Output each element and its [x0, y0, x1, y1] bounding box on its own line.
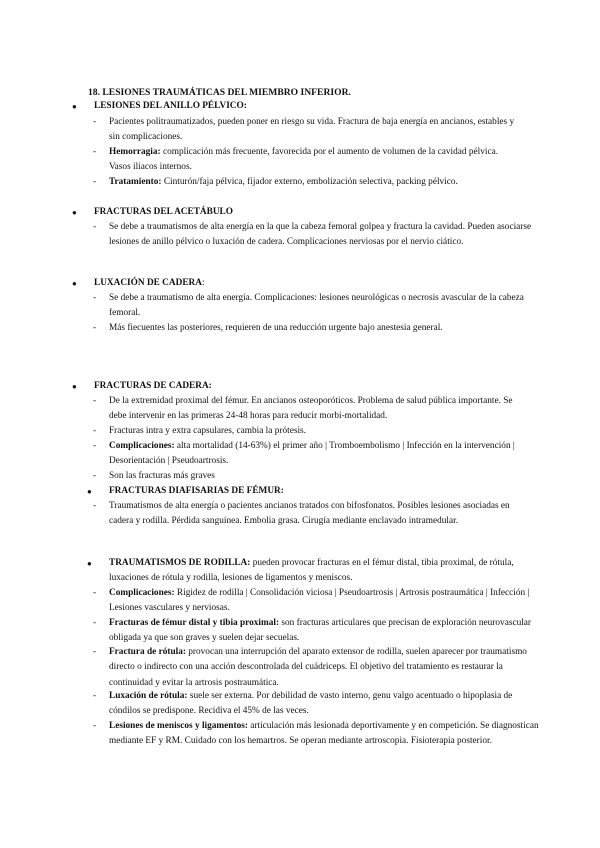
section-heading-text: TRAUMATISMOS DE RODILLA:	[109, 558, 251, 568]
dash-icon: -	[93, 588, 97, 598]
section-heading-text: LESIONES DEL ANILLO PÉLVICO:	[94, 101, 247, 111]
bullet-icon: ●	[87, 487, 92, 496]
dash-icon: -	[93, 117, 97, 127]
section-heading-fracturas-cadera	[72, 379, 514, 394]
item-bold-label: Tratamiento:	[109, 177, 162, 187]
item-text: Fracturas intra y extra capsulares, cambia la prótesis.	[109, 426, 306, 436]
dash-icon: -	[93, 471, 97, 481]
bullet-icon: ●	[87, 559, 92, 568]
list-item	[93, 439, 534, 470]
section-heading-suffix: :	[201, 278, 205, 288]
section-heading-traumatismos-rodilla	[87, 556, 534, 587]
bullet-icon: ●	[72, 382, 77, 391]
item-bold-label: Complicaciones:	[109, 441, 175, 451]
section-heading-text: FRACTURAS DEL ACETÁBULO	[94, 207, 233, 217]
item-text: suele ser externa. Por debilidad de vasto interno, genu valgo acentuado o hipoplasia de cóndilos se predispone. Recidiva el 45% de las veces.	[109, 691, 513, 717]
section-heading-text: FRACTURAS DIAFISARIAS DE FÉMUR:	[109, 486, 284, 496]
section-heading-luxacion-cadera	[72, 276, 514, 291]
list-item	[93, 321, 539, 336]
item-text: Pacientes politraumatizados, pueden poner en riesgo su vida. Fractura de baja energía en ancianos, estables y sin complicaciones.	[109, 117, 515, 143]
dash-icon: -	[93, 177, 97, 187]
dash-icon: -	[93, 647, 97, 657]
item-text: alta mortalidad (14-63%) el primer año | Tromboembolismo | Infección en la intervención | Desorientación | Pseudoartrosis.	[109, 441, 515, 467]
item-bold-label: Lesiones de meniscos y ligamentos:	[109, 721, 248, 731]
list-item	[93, 145, 520, 176]
dash-icon: -	[93, 222, 97, 232]
list-item	[93, 291, 539, 322]
list-item	[93, 394, 529, 425]
section-heading-anillo-pelvico	[72, 99, 514, 114]
item-bold-label: Fracturas de fémur distal y tibia proximal:	[109, 618, 280, 628]
item-bold-label: Fractura de rótula:	[109, 647, 186, 657]
dash-icon: -	[93, 441, 97, 451]
item-bold-label: Luxación de rótula:	[109, 691, 188, 701]
item-text: De la extremidad proximal del fémur. En ancianos osteoporóticos. Problema de salud pública importante. Se debe intervenir en las primeras 24-48 horas para reducir morbi-mortalidad.	[109, 396, 513, 422]
list-item	[93, 586, 534, 617]
dash-icon: -	[93, 721, 97, 731]
section-heading-text: FRACTURAS DE CADERA:	[94, 381, 212, 391]
item-text: son fracturas articulares que precisan de exploración neurovascular obligada ya que son graves y suelen dejar secuelas.	[109, 618, 532, 644]
dash-icon: -	[93, 691, 97, 701]
item-bold-label: Hemorragia:	[109, 147, 161, 157]
list-item	[93, 719, 539, 750]
item-text: Son las fracturas más graves	[109, 471, 215, 481]
list-item	[93, 424, 529, 439]
dash-icon: -	[93, 501, 97, 511]
item-text: complicación más frecuente, favorecida por el aumento de volumen de la cavidad pélvica. Vasos iliacos internos.	[109, 147, 499, 173]
item-text: provocan una interrupción del aparato extensor de rodilla, suelen aparecer por traumatismo directo o indirecto con una acción descontrolada del cuádriceps. El objetivo del tratamiento es restaurar la continuidad y evitar la artrosis postraumática.	[109, 647, 527, 688]
section-heading-suffix: pueden provocar fracturas en el fémur distal, tibia proximal, de rótula, luxaciones de rótula y rodilla, lesiones de ligamentos y meniscos.	[109, 558, 514, 584]
list-item	[93, 689, 534, 720]
list-item	[93, 469, 529, 484]
dash-icon: -	[93, 293, 97, 303]
bullet-icon: ●	[72, 279, 77, 288]
bullet-icon: ●	[72, 102, 77, 111]
list-item	[93, 175, 539, 190]
item-text: Se debe a traumatismo de alta energía. Complicaciones: lesiones neurológicas o necrosis avascular de la cabeza femoral.	[109, 293, 524, 319]
item-bold-label: Complicaciones:	[109, 588, 175, 598]
list-item	[93, 645, 534, 691]
list-item	[93, 616, 534, 647]
bullet-icon: ●	[72, 208, 77, 217]
dash-icon: -	[93, 426, 97, 436]
dash-icon: -	[93, 323, 97, 333]
document-title: 18. LESIONES TRAUMÁTICAS DEL MIEMBRO INFERIOR.	[88, 87, 351, 98]
list-item	[93, 499, 519, 530]
list-item	[93, 115, 520, 146]
item-text: Rigidez de rodilla | Consolidación viciosa | Pseudoartrosis | Artrosis postraumática | Infección | Lesiones vasculares y nerviosas.	[109, 588, 530, 614]
section-heading-text: LUXACIÓN DE CADERA	[94, 278, 202, 288]
section-heading-acetabulo	[72, 205, 514, 220]
dash-icon: -	[93, 396, 97, 406]
item-text: Traumatismos de alta energía o pacientes ancianos tratados con bifosfonatos. Posibles lesiones asociadas en cadera y rodilla. Pérdida sanguínea. Embolia grasa. Cirugía mediante enclavado intramedular.	[109, 501, 510, 527]
item-text: Más fiecuentes las posteriores, requieren de una reducción urgente bajo anestesia general.	[109, 323, 443, 333]
item-text: articulación más lesionada deportivamente y en competición. Se diagnostican mediante EF y RM. Cuidado con los hemartros. Se operan mediante artroscopia. Fisioterapia posterior.	[109, 721, 539, 747]
list-item	[93, 220, 539, 251]
item-text: Cinturón/faja pélvica, fijador externo, embolización selectiva, packing pélvico.	[161, 177, 458, 187]
section-heading-fracturas-diafisarias	[87, 484, 529, 499]
item-text: Se debe a traumatismos de alta energía en la que la cabeza femoral golpea y fractura la cavidad. Pueden asociarse lesiones de anillo pélvico o luxación de cadera. Complicaciones nerviosas por el nervio ciático.	[109, 222, 532, 248]
dash-icon: -	[93, 147, 97, 157]
dash-icon: -	[93, 618, 97, 628]
